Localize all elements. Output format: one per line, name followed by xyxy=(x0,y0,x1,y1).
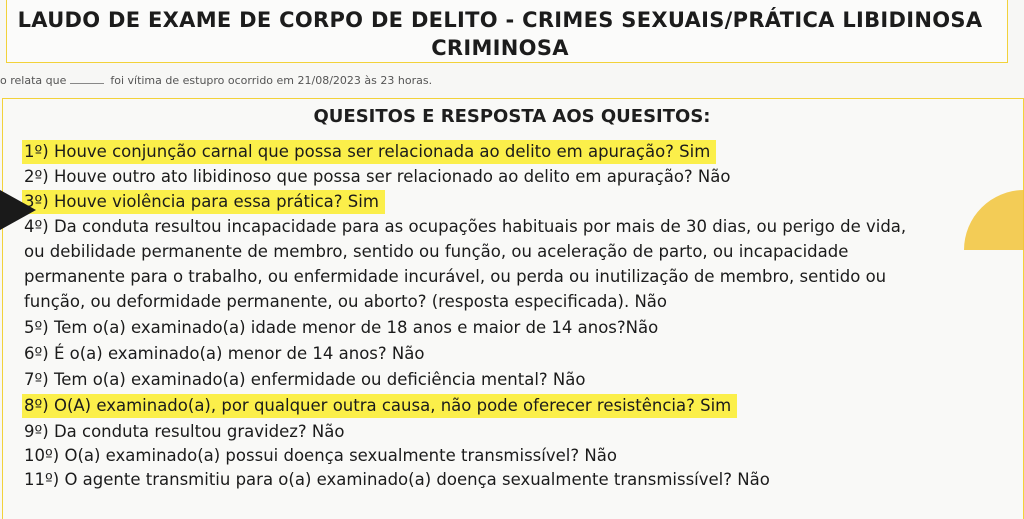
question-2: 2º) Houve outro ato libidinoso que possa ser relacionado ao delito em apuração? Não xyxy=(24,167,731,186)
question-8-text: 8º) O(A) examinado(a), por qualquer outra causa, não pode oferecer resistência? Sim xyxy=(22,394,737,418)
question-10: 10º) O(a) examinado(a) possui doença sexualmente transmissível? Não xyxy=(24,446,617,465)
question-8 xyxy=(24,394,737,418)
document-title xyxy=(0,6,1000,62)
question-3-text: 3º) Houve violência para essa prática? Sim xyxy=(22,190,385,214)
blank-field xyxy=(70,74,104,84)
relata-suffix: foi vítima de estupro ocorrido em 21/08/2023 às 23 horas. xyxy=(110,74,433,87)
title-line-2: CRIMINOSA xyxy=(431,36,569,60)
report-summary-line xyxy=(0,74,432,87)
relata-prefix: o relata que xyxy=(0,74,67,87)
question-4-line-2: ou debilidade permanente de membro, sentido ou função, ou aceleração de parto, ou incapacidade xyxy=(24,242,849,261)
question-1 xyxy=(24,140,716,164)
question-11: 11º) O agente transmitiu para o(a) examinado(a) doença sexualmente transmissível? Não xyxy=(24,470,770,489)
question-5: 5º) Tem o(a) examinado(a) idade menor de 18 anos e maior de 14 anos?Não xyxy=(24,318,659,337)
question-4-line-4: função, ou deformidade permanente, ou aborto? (resposta especificada). Não xyxy=(24,292,667,311)
question-7: 7º) Tem o(a) examinado(a) enfermidade ou deficiência mental? Não xyxy=(24,370,586,389)
question-6: 6º) É o(a) examinado(a) menor de 14 anos? Não xyxy=(24,344,425,363)
question-3 xyxy=(24,190,385,214)
question-4-line-3: permanente para o trabalho, ou enfermidade incurável, ou perda ou inutilização de membro, sentido ou xyxy=(24,267,887,286)
question-1-text: 1º) Houve conjunção carnal que possa ser relacionada ao delito em apuração? Sim xyxy=(22,140,716,164)
corner-mark-left xyxy=(0,190,36,230)
question-9: 9º) Da conduta resultou gravidez? Não xyxy=(24,422,345,441)
section-title: QUESITOS E RESPOSTA AOS QUESITOS: xyxy=(313,106,711,127)
question-4-line-1: 4º) Da conduta resultou incapacidade para as ocupações habituais por mais de 30 dias, ou perigo de vida, xyxy=(24,217,907,236)
title-line-1: LAUDO DE EXAME DE CORPO DE DELITO - CRIMES SEXUAIS/PRÁTICA LIBIDINOSA xyxy=(17,8,983,32)
